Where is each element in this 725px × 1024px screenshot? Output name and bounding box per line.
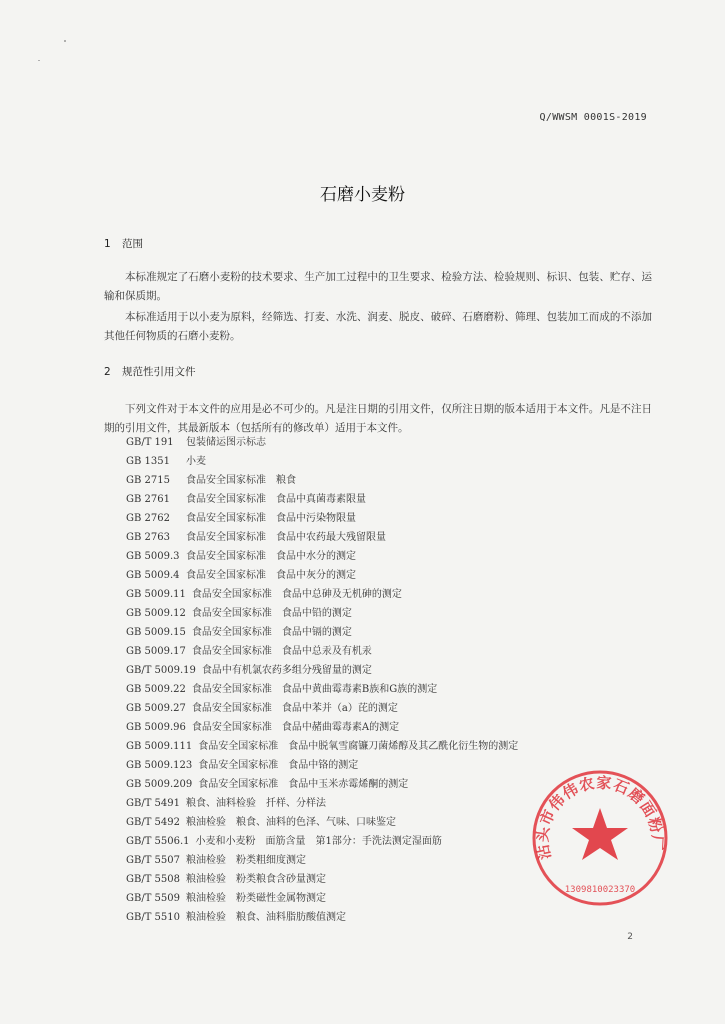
reference-item	[126, 718, 646, 737]
reference-item	[126, 471, 646, 490]
reference-code: GB 5009.4	[126, 570, 180, 581]
scan-speck	[38, 60, 40, 61]
reference-code: GB 5009.111	[126, 741, 193, 752]
reference-title: 小麦和小麦粉 面筋含量 第1部分：手洗法测定湿面筋	[195, 836, 442, 847]
reference-code: GB 2763	[126, 532, 170, 543]
reference-code: GB/T 191	[126, 437, 174, 448]
reference-title: 粮油检验 粉类粮食含砂量测定	[186, 874, 327, 885]
reference-title: 食品安全国家标准 食品中镉的测定	[191, 627, 352, 638]
reference-code: GB 2715	[126, 475, 170, 486]
reference-title: 粮油检验 粮食、油料脂肪酸值测定	[186, 912, 347, 923]
references-intro: 下列文件对于本文件的应用是必不可少的。凡是注日期的引用文件，仅所注日期的版本适用于本文件。凡是不注日期的引用文件，其最新版本（包括所有的修改单）适用于本文件。	[104, 403, 652, 434]
svg-text:1309810023370: 1309810023370	[564, 885, 636, 895]
reference-title: 食品安全国家标准 食品中农药最大残留限量	[186, 532, 386, 543]
reference-title: 食品安全国家标准 食品中真菌毒素限量	[186, 494, 366, 505]
reference-title: 食品安全国家标准 食品中黄曲霉毒素B族和G族的测定	[191, 684, 438, 695]
reference-item	[126, 908, 646, 927]
reference-item	[126, 623, 646, 642]
reference-item	[126, 661, 646, 680]
document-title: 石磨小麦粉	[320, 185, 405, 205]
reference-code: GB 5009.11	[126, 589, 186, 600]
reference-title: 食品安全国家标准 食品中苯并（a）芘的测定	[191, 703, 398, 714]
reference-title: 食品中有机氯农药多组分残留量的测定	[201, 665, 372, 676]
reference-code: GB 5009.22	[126, 684, 186, 695]
reference-title: 粮食、油料检验 扦样、分样法	[186, 798, 327, 809]
scope-paragraph: 本标准规定了石磨小麦粉的技术要求、生产加工过程中的卫生要求、检验方法、检验规则、标识、包装、贮存、运输和保质期。	[104, 271, 652, 302]
reference-title: 小麦	[186, 456, 206, 467]
reference-title: 食品安全国家标准 食品中脱氧雪腐镰刀菌烯醇及其乙酰化衍生物的测定	[198, 741, 519, 752]
reference-item	[126, 509, 646, 528]
reference-title: 食品安全国家标准 食品中铬的测定	[198, 760, 359, 771]
reference-title: 粮油检验 粉类粗细度测定	[186, 855, 307, 866]
reference-title: 粮油检验 粮食、油料的色泽、气味、口味鉴定	[186, 817, 397, 828]
reference-title: 食品安全国家标准 食品中铅的测定	[191, 608, 352, 619]
reference-item	[126, 528, 646, 547]
reference-title: 包装储运图示标志	[186, 437, 266, 448]
reference-title: 食品安全国家标准 食品中灰分的测定	[186, 570, 356, 581]
reference-code: GB 2762	[126, 513, 170, 524]
reference-code: GB 1351	[126, 456, 170, 467]
section-number: 2	[104, 366, 111, 378]
svg-text:沾头市伟伟农家石磨面粉厂: 沾头市伟伟农家石磨面粉厂	[533, 773, 667, 862]
reference-item	[126, 737, 646, 756]
section-heading-scope	[104, 236, 143, 251]
section-title: 范围	[122, 238, 143, 250]
scan-speck	[64, 40, 66, 42]
reference-title: 食品安全国家标准 食品中污染物限量	[186, 513, 356, 524]
reference-title: 食品安全国家标准 食品中赭曲霉毒素A的测定	[191, 722, 400, 733]
scope-paragraph: 本标准适用于以小麦为原料，经筛选、打麦、水洗、润麦、脱皮、破碎、石磨磨粉、筛理、包装加工而成的不添加其他任何物质的石磨小麦粉。	[104, 311, 652, 342]
reference-code: GB/T 5492	[126, 817, 181, 828]
reference-item	[126, 490, 646, 509]
reference-item	[126, 433, 646, 452]
reference-code: GB 5009.12	[126, 608, 186, 619]
reference-item	[126, 452, 646, 471]
reference-code: GB/T 5491	[126, 798, 181, 809]
reference-code: GB/T 5507	[126, 855, 181, 866]
reference-item	[126, 642, 646, 661]
reference-code: GB 5009.96	[126, 722, 186, 733]
reference-title: 食品安全国家标准 食品中总汞及有机汞	[191, 646, 372, 657]
section-heading-references	[104, 364, 196, 379]
reference-code: GB 5009.123	[126, 760, 193, 771]
standard-code: Q/WWSM 0001S-2019	[539, 112, 647, 123]
reference-title: 食品安全国家标准 粮食	[186, 475, 296, 486]
reference-item	[126, 566, 646, 585]
section-title: 规范性引用文件	[122, 366, 196, 378]
reference-code: GB/T 5508	[126, 874, 181, 885]
reference-code: GB 5009.3	[126, 551, 180, 562]
reference-code: GB/T 5009.19	[126, 665, 196, 676]
reference-title: 食品安全国家标准 食品中总砷及无机砷的测定	[191, 589, 402, 600]
reference-item	[126, 699, 646, 718]
reference-title: 粮油检验 粉类磁性金属物测定	[186, 893, 327, 904]
reference-item	[126, 547, 646, 566]
reference-code: GB 5009.15	[126, 627, 186, 638]
reference-code: GB 5009.17	[126, 646, 186, 657]
reference-title: 食品安全国家标准 食品中水分的测定	[186, 551, 356, 562]
reference-title: 食品安全国家标准 食品中玉米赤霉烯酮的测定	[198, 779, 409, 790]
reference-code: GB/T 5510	[126, 912, 181, 923]
reference-code: GB 2761	[126, 494, 170, 505]
reference-code: GB/T 5506.1	[126, 836, 190, 847]
reference-code: GB/T 5509	[126, 893, 181, 904]
reference-item	[126, 585, 646, 604]
company-seal	[530, 768, 670, 908]
reference-item	[126, 680, 646, 699]
reference-item	[126, 604, 646, 623]
reference-code: GB 5009.209	[126, 779, 193, 790]
reference-code: GB 5009.27	[126, 703, 186, 714]
section-number: 1	[104, 238, 111, 250]
seal-star-icon	[572, 808, 628, 860]
page-number: 2	[627, 932, 633, 942]
